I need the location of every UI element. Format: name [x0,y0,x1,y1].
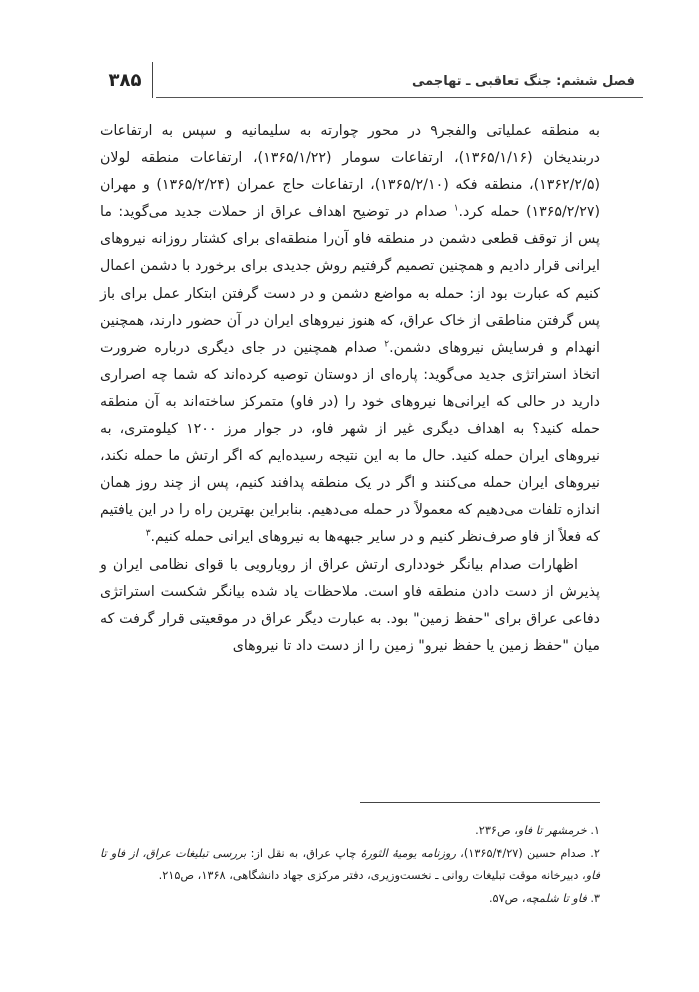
footnote-1 [100,820,600,843]
paragraph-1 [100,118,600,552]
footnote-1-rest: ، ص۲۳۶. [475,824,518,837]
footnote-rule [360,802,600,803]
paragraph-1-part-2: صدام در توضیح اهداف عراق از حملات جدید می‌گوید: ما پس از توقف قطعی دشمن در منطقه فاو آن‌را منطقه‌ای برای کشتار روزانه نیروهای ایرانی قرار دادیم و همچنین تصمیم گرفتیم روش جدیدی برای برخورد با دشمن اعمال کنیم که عبارت بود از: حمله به مواضع دشمن و در دست گرفتن ابتکار عمل برای باز پس گرفتن مناطقی از خاک عراق، که هنوز نیروهای ایران در آن حضور دارند، همچنین انهدام و فرسایش نیروهای دشمن. [100,204,600,356]
header-rule [156,97,643,98]
footnote-1-number: ۱. [586,824,600,837]
footnote-3-title: فاو تا شلمچه [525,891,587,905]
footnote-2-citation: چاپ عراق، به نقل از: [246,846,361,860]
body-text [100,118,600,660]
footnotes [100,820,600,910]
footnote-ref-1[interactable]: ۱ [453,203,459,214]
paragraph-1-part-1: به منطقه عملیاتی والفجر۹ در محور چوارته به سلیمانیه و سپس به ارتفاعات دربندیخان (۱۳۶۵/۱/۱۶)، ارتفاعات سومار (۱۳۶۵/۱/۲۲)، ارتفاعات منطقه لولان (۱۳۶۲/۲/۵)، منطقه فکه (۱۳۶۵/۲/۱۰)، ارتفاعات حاج عمران (۱۳۶۵/۲/۲۴) و مهران (۱۳۶۵/۲/۲۷) حمله کرد. [100,123,600,221]
footnote-2-number: ۲. [586,846,600,860]
footnote-1-title: خرمشهر تا فاو [517,824,587,837]
footnote-2-source-title: بررسی تبلیغات عراق، از فاو تا فاو [100,846,600,883]
footnote-2-newspaper: روزنامه یومیهٔ الثورهٔ [360,846,456,860]
running-header [98,62,643,98]
footnote-3 [100,888,600,911]
footnote-3-rest: ، ص۵۷. [488,891,526,905]
footnote-ref-3[interactable]: ۳ [145,528,151,539]
footnote-ref-2[interactable]: ۲ [384,339,390,350]
chapter-title: فصل ششم: جنگ تعاقبی ـ تهاجمی [411,74,635,89]
page-number-box [98,62,153,98]
paragraph-1-part-3: صدام همچنین در جای دیگری درباره ضرورت اتخاذ استراتژی جدید می‌گوید: پاره‌ای از دوستان توصیه کرده‌اند که شما چه اصراری دارید در حالی که ایرانی‌ها نیروهای خود را (در فاو) متمرکز ساخته‌اند به آن منطقه حمله کنید؟ به اهداف دیگری غیر از شهر فاو، در جوار مرز ۱۲۰۰ کیلومتری، به نیروهای ایران حمله کنید. حال ما به این نتیجه رسیده‌ایم که اگر ارتش ما حمله نکند، نیروهای ایران حمله می‌کنند و اگر در یک منطقه پدافند کنیم، پس از چند روز همان اندازه تلفات می‌دهیم که معمولاً در حمله می‌دهیم. بنابراین بهترین راه را در این یافتیم که فعلاً از فاو صرف‌نظر کنیم و در سایر جبهه‌ها به نیروهای ایرانی حمله کنیم. [100,339,600,546]
footnote-2-author: صدام حسین (۱۳۶۵/۴/۲۷)، [455,846,587,860]
footnote-2-publisher: ، دبیرخانه موقت تبلیغات روانی ـ نخست‌وزیری، دفتر مرکزی جهاد دانشگاهی، ۱۳۶۸، ص۲۱۵. [158,869,586,883]
footnote-3-number: ۳. [586,891,600,905]
footnote-2 [100,843,600,888]
page-number: ۳۸۵ [108,69,142,91]
paragraph-2: اظهارات صدام بیانگر خودداری ارتش عراق از رویارویی با قوای نظامی ایران و پذیرش از دست دادن منطقه فاو است. ملاحظات یاد شده بیانگر شکست استراتژی دفاعی عراق برای "حفظ زمین" بود. به عبارت دیگر عراق در موقعیتی قرار گرفت که میان "حفظ زمین یا حفظ نیرو" زمین را از دست داد تا نیروهای [100,556,600,654]
